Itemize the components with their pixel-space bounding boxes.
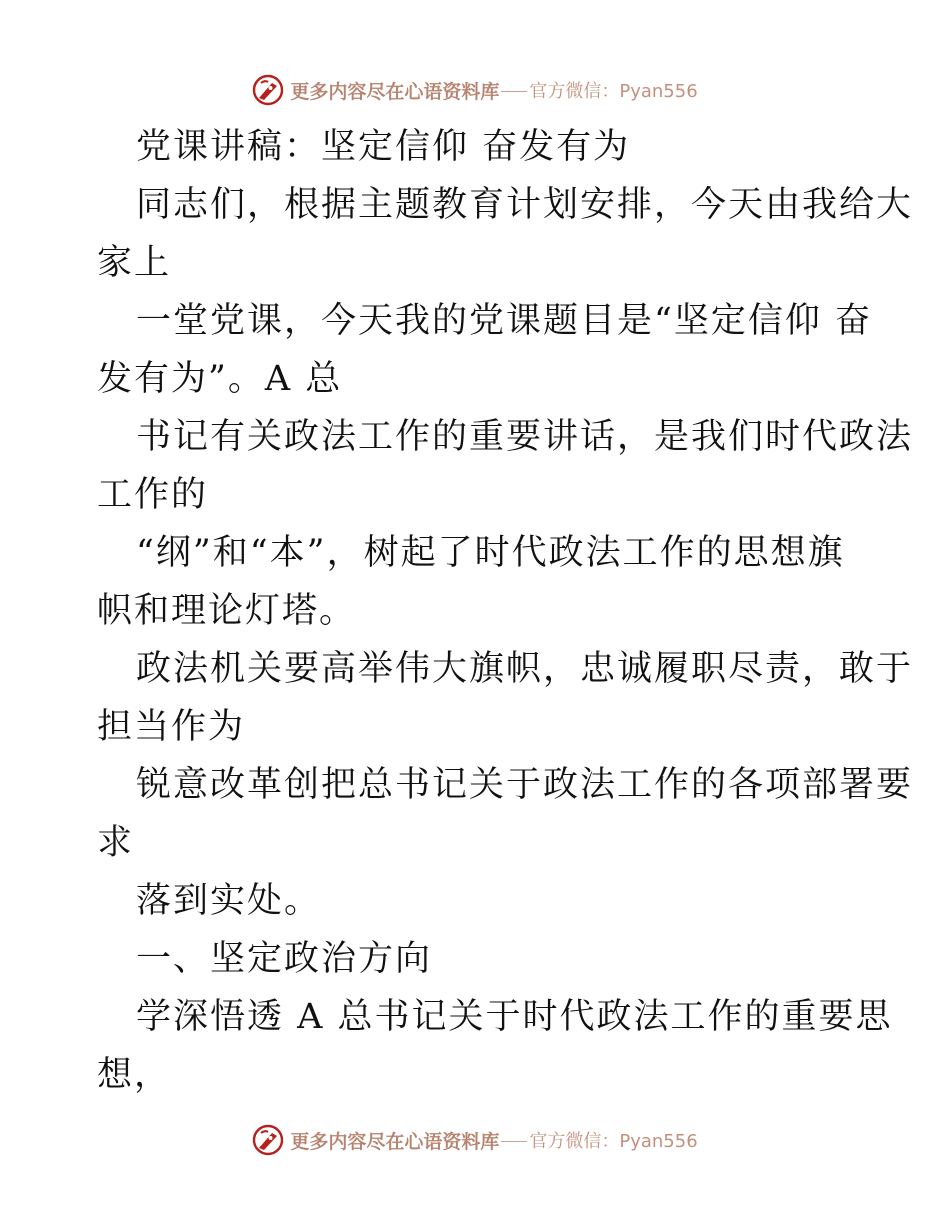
pen-nib-logo-icon [252,1124,284,1156]
document-line: 担当作为 [97,707,246,747]
document-line: 锐意改革创把总书记关于政法工作的各项部署要 [136,765,914,805]
document-line: 发有为”。A 总 [97,359,343,399]
document-line: 一堂党课，今天我的党课题目是“坚定信仰 奋 [136,301,873,341]
document-line: 想， [97,1055,172,1095]
document-line: 一、坚定政治方向 [136,939,433,979]
document-line: 书记有关政法工作的重要讲话，是我们时代政法 [136,417,914,457]
watermark-footer [0,1120,950,1160]
document-line: 学深悟透 A 总书记关于时代政法工作的重要思 [136,997,893,1037]
document-line: 帜和理论灯塔。 [97,591,357,631]
watermark-contact: 官方微信：Pyan556 [529,81,698,102]
pen-nib-logo-icon [252,74,284,106]
watermark-header [0,70,950,110]
document-line: 家上 [97,243,172,283]
document-line: 同志们，根据主题教育计划安排，今天由我给大 [136,185,914,225]
watermark-site-name: 更多内容尽在心语资料库 [290,80,500,103]
document-line: “纲”和“本”，树起了时代政法工作的思想旗 [136,533,845,573]
watermark-divider [501,91,527,92]
document-body [97,118,914,1104]
document-line: 落到实处。 [136,881,322,921]
watermark-contact: 官方微信：Pyan556 [529,1131,698,1152]
watermark-divider [501,1141,527,1142]
document-line: 工作的 [97,475,209,515]
document-line: 政法机关要高举伟大旗帜，忠诚履职尽责，敢于 [136,649,914,689]
watermark-site-name: 更多内容尽在心语资料库 [290,1130,500,1153]
document-line: 党课讲稿：坚定信仰 奋发有为 [136,127,631,167]
document-line: 求 [97,823,135,863]
